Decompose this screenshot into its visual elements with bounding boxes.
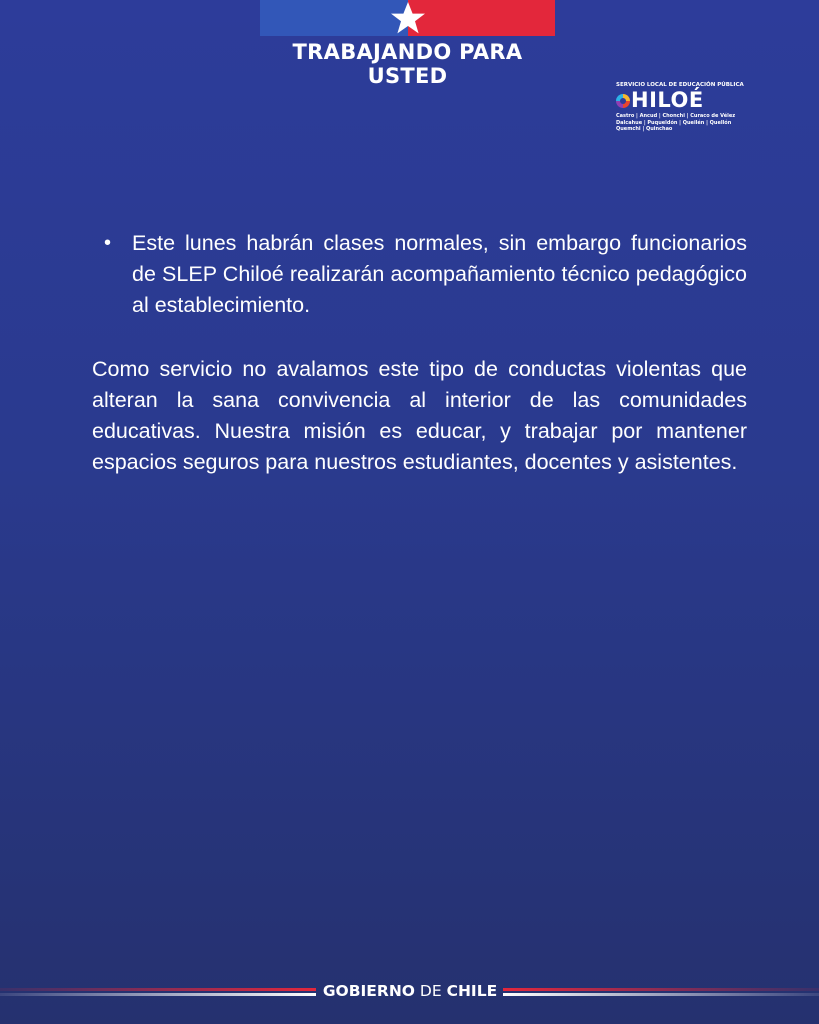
statement-paragraph: Como servicio no avalamos este tipo de conductas violentas que alteran la sana convivencia al interior de las comunidades educativas. Nuestra misión es educar, y trabajar por mantener espacios seguros para nuestros estudiantes, docentes y asistentes.: [92, 357, 747, 474]
bullet-text: Este lunes habrán clases normales, sin embargo funcionarios de SLEP Chiloé realizarán acompañamiento técnico pedagógico al establecimiento.: [132, 231, 747, 317]
footer-line-red: [503, 988, 819, 991]
footer-line-red: [0, 988, 316, 991]
flag-red-field: [408, 0, 556, 36]
bullet-item: [104, 228, 747, 321]
footer-word: CHILE: [446, 982, 498, 1000]
footer-word: DE: [419, 982, 442, 1000]
bullet-dot-icon: •: [104, 232, 112, 254]
logo-wordmark: [616, 90, 746, 111]
flag-banner: [260, 0, 555, 36]
logo-communes: [616, 113, 746, 133]
logo-communes-line: Castro | Ancud | Chonchi | Curaco de Vélez: [616, 113, 736, 119]
flag-blue-field: [260, 0, 408, 36]
footer-line-white: [0, 993, 316, 996]
star-icon: [388, 0, 428, 36]
footer-gobierno-de-chile: [318, 982, 502, 1000]
footer: [0, 980, 819, 1006]
logo-ring-icon: [616, 94, 630, 108]
footer-line-white: [503, 993, 819, 996]
slep-chiloe-logo: [616, 82, 746, 133]
logo-name: HILOÉ: [631, 88, 704, 112]
logo-service-label: SERVICIO LOCAL DE EDUCACIÓN PÚBLICA: [616, 82, 744, 88]
footer-word: GOBIERNO: [322, 982, 415, 1000]
logo-communes-line: Dalcahue | Puqueldón | Queilén | Quellón: [616, 119, 732, 126]
logo-communes-line: Quemchi | Quinchao: [616, 126, 673, 132]
banner-title: TRABAJANDO PARA USTED: [292, 40, 523, 88]
main-content: [92, 228, 747, 478]
